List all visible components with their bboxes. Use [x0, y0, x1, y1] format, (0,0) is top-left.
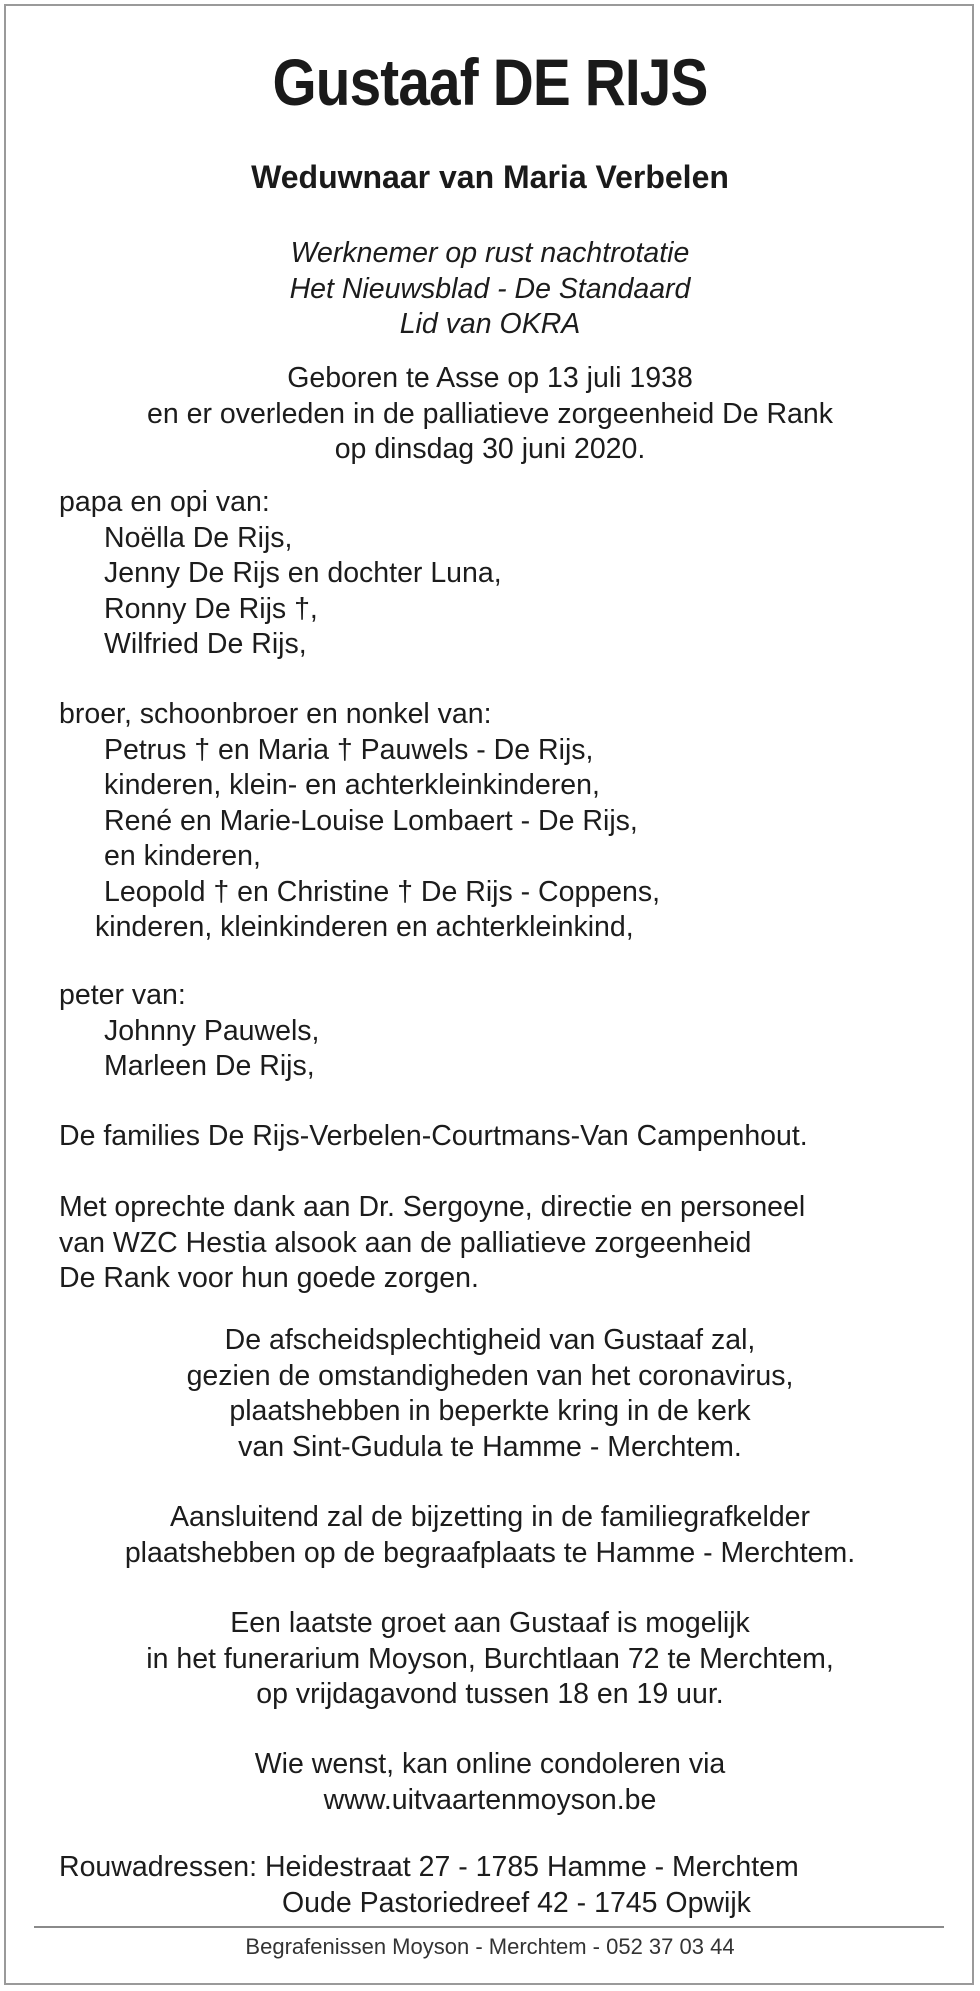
visitation-block	[0, 1606, 980, 1713]
ceremony-line: De afscheidsplechtigheid van Gustaaf zal,	[224, 1324, 756, 1356]
condolence-line: Wie wenst, kan online condoleren via	[254, 1748, 726, 1780]
burial-block	[0, 1500, 980, 1571]
burial-line: Aansluitend zal de bijzetting in de familiegrafkelder	[169, 1501, 811, 1533]
child-item: Jenny De Rijs en dochter Luna,	[104, 557, 502, 589]
birth-death-line: Geboren te Asse op 13 juli 1938	[287, 362, 693, 394]
child-item: Noëlla De Rijs,	[104, 521, 293, 554]
profession-block	[0, 236, 980, 343]
siblings-heading: broer, schoonbroer en nonkel van:	[59, 698, 492, 730]
ceremony-line: van Sint-Gudula te Hamme - Merchtem.	[238, 1430, 742, 1463]
sibling-item: René en Marie-Louise Lombaert - De Rijs,	[104, 804, 638, 837]
address-line: Oude Pastoriedreef 42 - 1745 Opwijk	[282, 1886, 751, 1919]
ceremony-line: plaatshebben in beperkte kring in de kerk	[229, 1395, 751, 1427]
child-item: Wilfried De Rijs,	[104, 628, 307, 660]
thanks-line: De Rank voor hun goede zorgen.	[59, 1262, 479, 1294]
children-section	[59, 485, 502, 663]
deceased-name: Gustaaf DE RIJS	[272, 45, 708, 119]
children-heading: papa en opi van:	[59, 486, 270, 518]
sibling-item: Petrus † en Maria † Pauwels - De Rijs,	[104, 733, 594, 766]
profession-line: Lid van OKRA	[399, 308, 581, 340]
siblings-section	[59, 697, 660, 946]
widow-line: Weduwnaar van Maria Verbelen	[251, 159, 729, 195]
ceremony-line: gezien de omstandigheden van het coronavirus,	[186, 1359, 794, 1392]
godchildren-section	[59, 978, 319, 1085]
burial-line: plaatshebben op de begraafplaats te Hamme - Merchtem.	[124, 1536, 856, 1569]
sibling-item: en kinderen,	[104, 840, 261, 872]
sibling-item: kinderen, kleinkinderen en achterkleinkind,	[95, 911, 634, 943]
sibling-item: kinderen, klein- en achterkleinkinderen,	[104, 769, 600, 801]
thanks-section	[59, 1190, 805, 1297]
address-line: Rouwadressen: Heidestraat 27 - 1785 Hamme - Merchtem	[59, 1851, 799, 1883]
condolence-block	[0, 1747, 980, 1818]
godchildren-heading: peter van:	[59, 979, 186, 1011]
addresses-block	[59, 1850, 799, 1921]
birth-death-line: en er overleden in de palliatieve zorgeenheid De Rank	[146, 397, 834, 430]
child-item: Ronny De Rijs †,	[104, 592, 318, 625]
visitation-line: Een laatste groet aan Gustaaf is mogelijk	[230, 1607, 750, 1639]
birth-death-line: op dinsdag 30 juni 2020.	[334, 433, 646, 465]
footer-divider	[34, 1926, 944, 1928]
godchild-item: Marleen De Rijs,	[104, 1050, 315, 1082]
ceremony-block	[0, 1323, 980, 1465]
sibling-item: Leopold † en Christine † De Rijs - Coppens,	[104, 875, 661, 908]
profession-line: Werknemer op rust nachtrotatie	[290, 237, 690, 269]
godchild-item: Johnny Pauwels,	[104, 1014, 320, 1047]
families-line: De families De Rijs-Verbelen-Courtmans-Van Campenhout.	[59, 1120, 808, 1152]
condolence-url[interactable]: www.uitvaartenmoyson.be	[323, 1783, 657, 1816]
thanks-line: van WZC Hestia alsook aan de palliatieve zorgeenheid	[59, 1226, 752, 1259]
visitation-line: in het funerarium Moyson, Burchtlaan 72 te Merchtem,	[146, 1642, 834, 1675]
thanks-line: Met oprechte dank aan Dr. Sergoyne, directie en personeel	[59, 1191, 806, 1223]
footer-undertaker: Begrafenissen Moyson - Merchtem - 052 37 03 44	[245, 1934, 735, 1959]
visitation-line: op vrijdagavond tussen 18 en 19 uur.	[256, 1678, 724, 1710]
profession-line: Het Nieuwsblad - De Standaard	[289, 272, 691, 305]
birth-death-block	[0, 361, 980, 468]
